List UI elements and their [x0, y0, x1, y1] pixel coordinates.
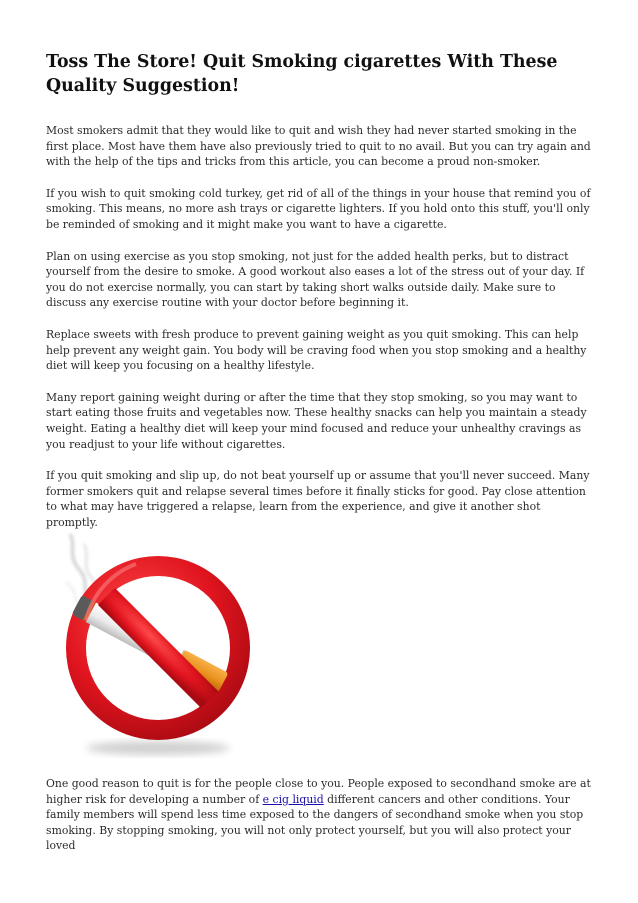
no-smoking-icon	[46, 530, 256, 760]
paragraph-weight: Many report gaining weight during or after the time that they stop smoking, so you may want to start eating those fruits and vegetables now. These healthy snacks can help you maintain a steady weight. Eating a healthy diet will keep your mind focused and reduce your unhealthy cravings as you readjust to your life without cigarettes.	[46, 390, 587, 451]
paragraph-text-after-link: different cancers and other conditions. Your family members will spend less time exposed to the dangers of secondhand smoke when you stop smoking. By stopping smoking, you will not only protect yourself, but you will also protect your loved	[46, 792, 584, 853]
article-title: Toss The Store! Quit Smoking cigarettes With These Quality Suggestion!	[46, 52, 558, 96]
e-cig-liquid-link[interactable]: e cig liquid	[262, 792, 324, 806]
paragraph-cold-turkey: If you wish to quit smoking cold turkey, get rid of all of the things in your house that remind you of smoking. This means, no more ash trays or cigarette lighters. If you hold onto this stuff, you'll only be reminded of smoking and it might make you want to have a cigarette.	[46, 186, 591, 231]
paragraph-intro: Most smokers admit that they would like to quit and wish they had never started smoking in the first place. Most have them have also previously tried to quit to no avail. But you can try again and with the help of the tips and tricks from this article, you can become a proud non-smoker.	[46, 124, 591, 169]
paragraph-sweets: Replace sweets with fresh produce to prevent gaining weight as you quit smoking. This can help help prevent any weight gain. You body will be craving food when you stop smoking and a healthy diet will keep you focusing on a healthy lifestyle.	[46, 327, 587, 373]
no-smoking-image	[46, 530, 256, 760]
document-page	[46, 50, 594, 530]
paragraph-text-before-link: One good reason to quit is for the people close to you. People exposed to secondhand smoke are at higher risk for developing a number of	[46, 777, 591, 806]
paragraph-relapse: If you quit smoking and slip up, do not beat yourself up or assume that you'll never succeed. Many former smokers quit and relapse several times before it finally sticks for good. Pay close attention to what may have triggered a relapse, learn from the experience, and give it another shot promptly.	[46, 469, 590, 529]
final-paragraph-block	[46, 776, 594, 854]
paragraph-exercise: Plan on using exercise as you stop smoking, not just for the added health perks, but to distract yourself from the desire to smoke. A good workout also eases a lot of the stress out of your day. If you do not exercise normally, you can start by taking short walks outside daily. Make sure to discuss any exercise routine with your doctor before beginning it.	[46, 249, 585, 310]
paragraph-secondhand-smoke	[46, 776, 594, 854]
